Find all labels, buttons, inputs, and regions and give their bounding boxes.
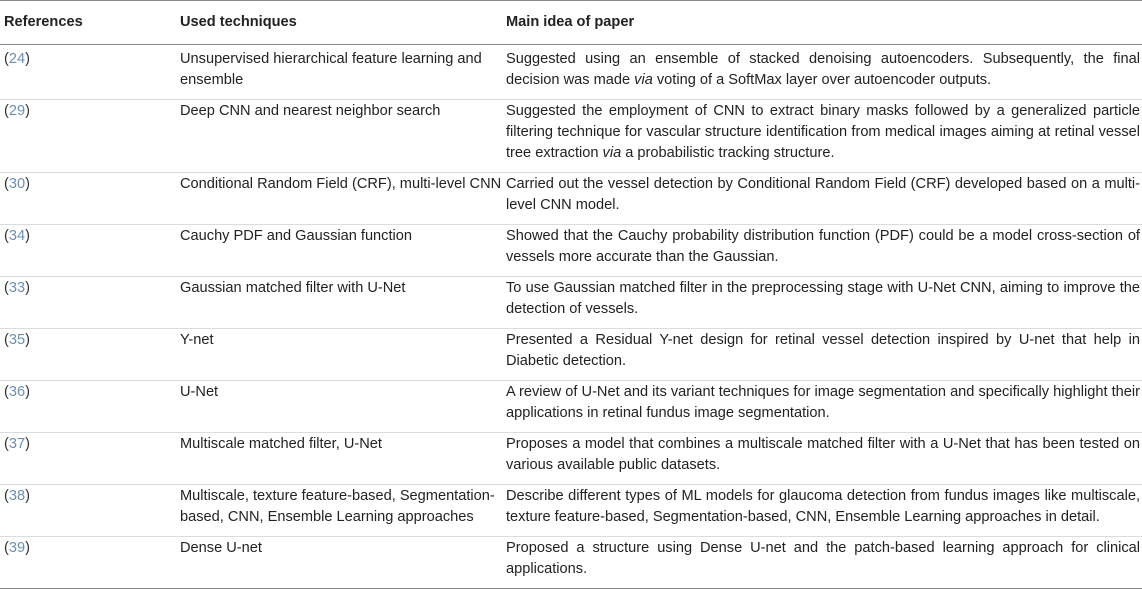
ref-paren: ( [4, 540, 9, 556]
idea-cell [502, 329, 1142, 381]
idea-emphasis: via [602, 145, 622, 161]
idea-text: Showed that the Cauchy probability distribution function (PDF) could be a model cross-section of vessels more accurate than the Gaussian. [506, 228, 1140, 265]
idea-cell [502, 277, 1142, 329]
table-row [0, 100, 1142, 173]
reference-cell [0, 100, 176, 173]
table-row [0, 485, 1142, 537]
header-references: References [4, 14, 83, 30]
idea-text: Describe different types of ML models for glaucoma detection from fundus images like multiscale, texture feature-based, Segmentation-based, CNN, Ensemble Learning approaches in detail. [506, 488, 1140, 525]
technique-cell: Cauchy PDF and Gaussian function [180, 228, 413, 244]
idea-text: Suggested the employment of CNN to extract binary masks followed by a generalized particle filtering technique for vascular structure identification from medical images aiming at retinal vessel tree extraction [506, 103, 1140, 161]
idea-text: Carried out the vessel detection by Conditional Random Field (CRF) developed based on a multi-level CNN model. [506, 176, 1140, 213]
idea-text: Presented a Residual Y-net design for retinal vessel detection inspired by U-net that help in Diabetic detection. [506, 332, 1140, 369]
ref-paren: ) [25, 280, 30, 296]
ref-paren: ) [25, 176, 30, 192]
technique-cell: Dense U-net [180, 540, 262, 556]
idea-cell [502, 100, 1142, 173]
ref-paren: ) [25, 332, 30, 348]
reference-link[interactable]: 38 [8, 488, 26, 504]
idea-text: Suggested using an ensemble of stacked denoising autoencoders. Subsequently, the final decision was made [506, 51, 1140, 88]
technique-cell: Multiscale, texture feature-based, Segmentation-based, CNN, Ensemble Learning approaches [180, 488, 495, 525]
ref-paren: ) [25, 384, 30, 400]
reference-cell [0, 173, 176, 225]
reference-link[interactable]: 39 [8, 540, 26, 556]
technique-cell: Multiscale matched filter, U-Net [180, 436, 382, 452]
idea-cell [502, 381, 1142, 433]
ref-paren: ( [4, 176, 9, 192]
ref-paren: ) [25, 436, 30, 452]
table-row [0, 45, 1142, 100]
ref-paren: ( [4, 103, 9, 119]
technique-cell: Unsupervised hierarchical feature learning and ensemble [180, 51, 482, 88]
idea-text: To use Gaussian matched filter in the preprocessing stage with U-Net CNN, aiming to improve the detection of vessels. [506, 280, 1140, 317]
table-row [0, 225, 1142, 277]
header-techniques: Used techniques [180, 14, 297, 30]
reference-cell [0, 433, 176, 485]
ref-paren: ( [4, 384, 9, 400]
table-header [0, 1, 1142, 45]
technique-cell: Deep CNN and nearest neighbor search [180, 103, 441, 119]
technique-cell: U-Net [180, 384, 219, 400]
idea-cell [502, 173, 1142, 225]
table-row [0, 537, 1142, 589]
reference-link[interactable]: 30 [8, 176, 26, 192]
reference-cell [0, 45, 176, 100]
header-idea: Main idea of paper [506, 14, 635, 30]
reference-link[interactable]: 35 [8, 332, 26, 348]
idea-text: Proposed a structure using Dense U-net and the patch-based learning approach for clinical applications. [506, 540, 1140, 577]
reference-cell [0, 485, 176, 537]
reference-cell [0, 381, 176, 433]
technique-cell: Y-net [180, 332, 214, 348]
idea-cell [502, 225, 1142, 277]
table-row [0, 173, 1142, 225]
idea-text: voting of a SoftMax layer over autoencoder outputs. [652, 72, 992, 88]
ref-paren: ( [4, 51, 9, 67]
ref-paren: ) [25, 228, 30, 244]
idea-cell [502, 485, 1142, 537]
idea-emphasis: via [634, 72, 653, 88]
ref-paren: ) [25, 488, 30, 504]
reference-cell [0, 277, 176, 329]
reference-link[interactable]: 36 [8, 384, 26, 400]
table-row [0, 277, 1142, 329]
ref-paren: ) [25, 540, 30, 556]
reference-link[interactable]: 34 [8, 228, 26, 244]
ref-paren: ( [4, 436, 9, 452]
idea-text: a probabilistic tracking structure. [621, 145, 835, 161]
table-row [0, 433, 1142, 485]
ref-paren: ( [4, 228, 9, 244]
technique-cell: Conditional Random Field (CRF), multi-level CNN [180, 176, 502, 192]
idea-cell [502, 45, 1142, 100]
idea-cell [502, 433, 1142, 485]
reference-link[interactable]: 29 [8, 103, 26, 119]
ref-paren: ) [25, 103, 30, 119]
ref-paren: ( [4, 280, 9, 296]
ref-paren: ) [25, 51, 30, 67]
idea-text: Proposes a model that combines a multiscale matched filter with a U-Net that has been tested on various available public datasets. [506, 436, 1140, 473]
ref-paren: ( [4, 488, 9, 504]
table-row [0, 381, 1142, 433]
ref-paren: ( [4, 332, 9, 348]
reference-cell [0, 225, 176, 277]
table-row [0, 329, 1142, 381]
idea-cell [502, 537, 1142, 589]
header-row [0, 1, 1142, 45]
reference-cell [0, 537, 176, 589]
reference-cell [0, 329, 176, 381]
reference-link[interactable]: 33 [8, 280, 26, 296]
idea-text: A review of U-Net and its variant techniques for image segmentation and specifically highlight their applications in retinal fundus image segmentation. [506, 384, 1140, 421]
technique-cell: Gaussian matched filter with U-Net [180, 280, 406, 296]
reference-link[interactable]: 37 [8, 436, 26, 452]
reference-link[interactable]: 24 [8, 51, 26, 67]
table-body [0, 45, 1142, 589]
